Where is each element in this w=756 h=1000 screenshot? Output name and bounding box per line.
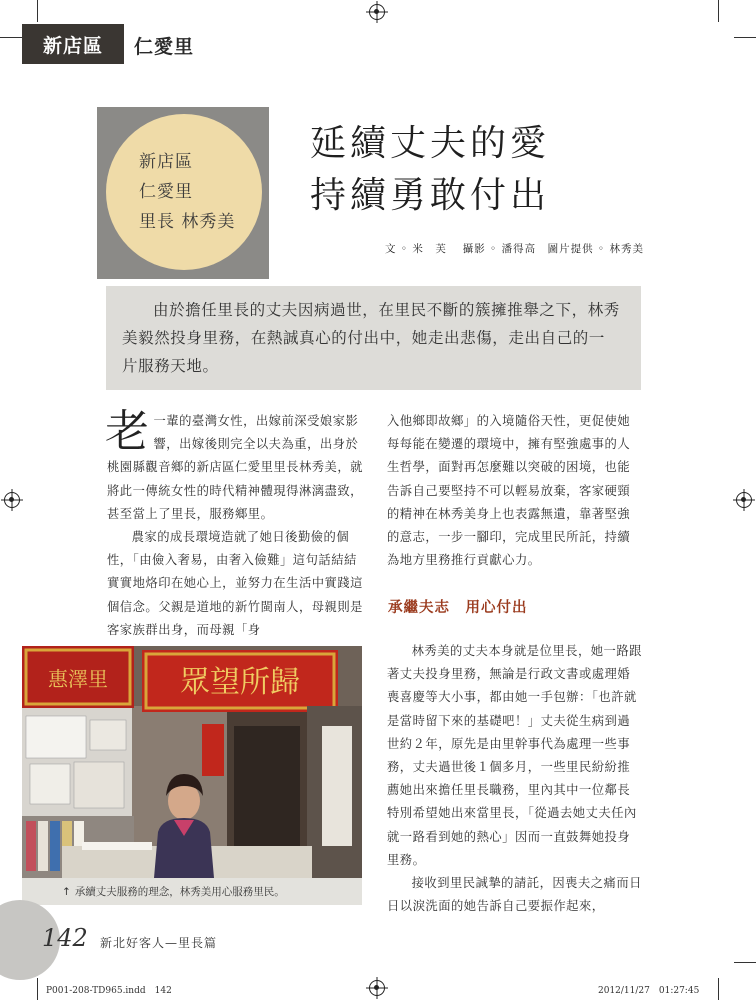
main-plaque-text: 眾望所歸 [180, 665, 300, 700]
lead-paragraph: 由於擔任里長的丈夫因病過世，在里民不斷的簇擁推舉之下，林秀美毅然投身里務，在熱誠真心的付出中，她走出悲傷，走出自己的一片服務天地。 [106, 286, 641, 390]
crop-mark [718, 978, 719, 1000]
timestamp-slug: 2012/11/27 01:27:45 [598, 986, 700, 996]
page-number: 142 [42, 924, 88, 952]
crop-mark [734, 962, 756, 963]
body-column-2 [387, 410, 642, 572]
badge-village: 仁愛里 [139, 182, 193, 202]
running-footer-title: 新北好客人—里長篇 [100, 936, 218, 950]
badge-chief: 里長 林秀美 [139, 212, 236, 232]
crop-mark [718, 0, 719, 22]
registration-mark-icon [736, 492, 752, 508]
caption-arrow-icon: ↑ [62, 885, 71, 898]
byline: 文 ◦ 米 芙 攝影 ◦ 潘得高 圖片提供 ◦ 林秀美 [385, 243, 644, 255]
registration-mark-icon [369, 4, 385, 20]
crop-mark [37, 978, 38, 1000]
title-line-2: 持續勇敢付出 [310, 175, 551, 216]
left-plaque-text: 惠澤里 [48, 667, 108, 691]
crop-mark [37, 0, 38, 22]
section-tab: 新店區 [22, 24, 124, 64]
village-name: 仁愛里 [134, 36, 195, 58]
badge-district: 新店區 [139, 152, 193, 172]
body-paragraph: 一輩的臺灣女性，出嫁前深受娘家影響，出嫁後則完全以夫為重，出身於桃園縣觀音鄉的新店區仁愛里里長林秀美，就將此一傳統女性的時代精神體現得淋漓盡致，甚至當上了里長，服務鄉里。 [107, 414, 363, 521]
body-paragraph: 農家的成長環境造就了她日後勤儉的個性，「由儉入奢易，由奢入儉難」這句話結結實實地烙印在她心上，並努力在生活中實踐這個信念。父親是道地的新竹閩南人，母親則是客家族群出身，而母親「身 [107, 530, 363, 637]
crop-mark [0, 37, 22, 38]
caption-text: 承續丈夫服務的理念，林秀美用心服務里民。 [74, 886, 285, 898]
body-column-1 [105, 406, 364, 642]
office-photo [22, 646, 362, 878]
body-paragraph: 入他鄉即故鄉」的入境隨俗天性，更促使她每每能在變遷的環境中，擁有堅強處事的人生哲學，面對再怎麼難以突破的困境，也能告訴自己要堅持不可以輕易放棄，客家硬頸的精神在林秀美身上也表露無遺，靠著堅強的意志，一步一腳印，完成里民所託，持續為地方里務推行貢獻心力。 [387, 414, 631, 568]
body-paragraph: 接收到里民誠摯的請託，因喪夫之痛而日日以淚洗面的她告訴自己要振作起來， [387, 876, 642, 914]
crop-mark [734, 37, 756, 38]
photo-caption [22, 878, 362, 905]
drop-cap: 老 [105, 406, 150, 457]
badge-circle [106, 114, 262, 270]
file-slug: P001-208-TD965.indd 142 [46, 986, 172, 996]
body-paragraph: 林秀美的丈夫本身就是位里長，她一路跟著丈夫投身里務，無論是行政文書或處理婚喪喜慶等大小事，都由她一手包辦：「也許就是當時留下來的基礎吧！」丈夫從生病到過世約２年，原先是由里幹事代為處理一些事務，丈夫過世後１個多月，一些里民紛紛推薦她出來擔任里長職務，里內其中一位鄰長特別希望她出來當里長，「從過去她丈夫任內就一路看到她的熱心」因而一直鼓舞她投身里務。 [387, 644, 642, 867]
registration-mark-icon [369, 980, 385, 996]
photo-illustration [22, 646, 362, 878]
article-title [310, 118, 550, 222]
body-column-3 [387, 640, 642, 918]
registration-mark-icon [4, 492, 20, 508]
title-line-1: 延續丈夫的愛 [310, 123, 551, 164]
subheading: 承繼夫志 用心付出 [388, 600, 528, 616]
